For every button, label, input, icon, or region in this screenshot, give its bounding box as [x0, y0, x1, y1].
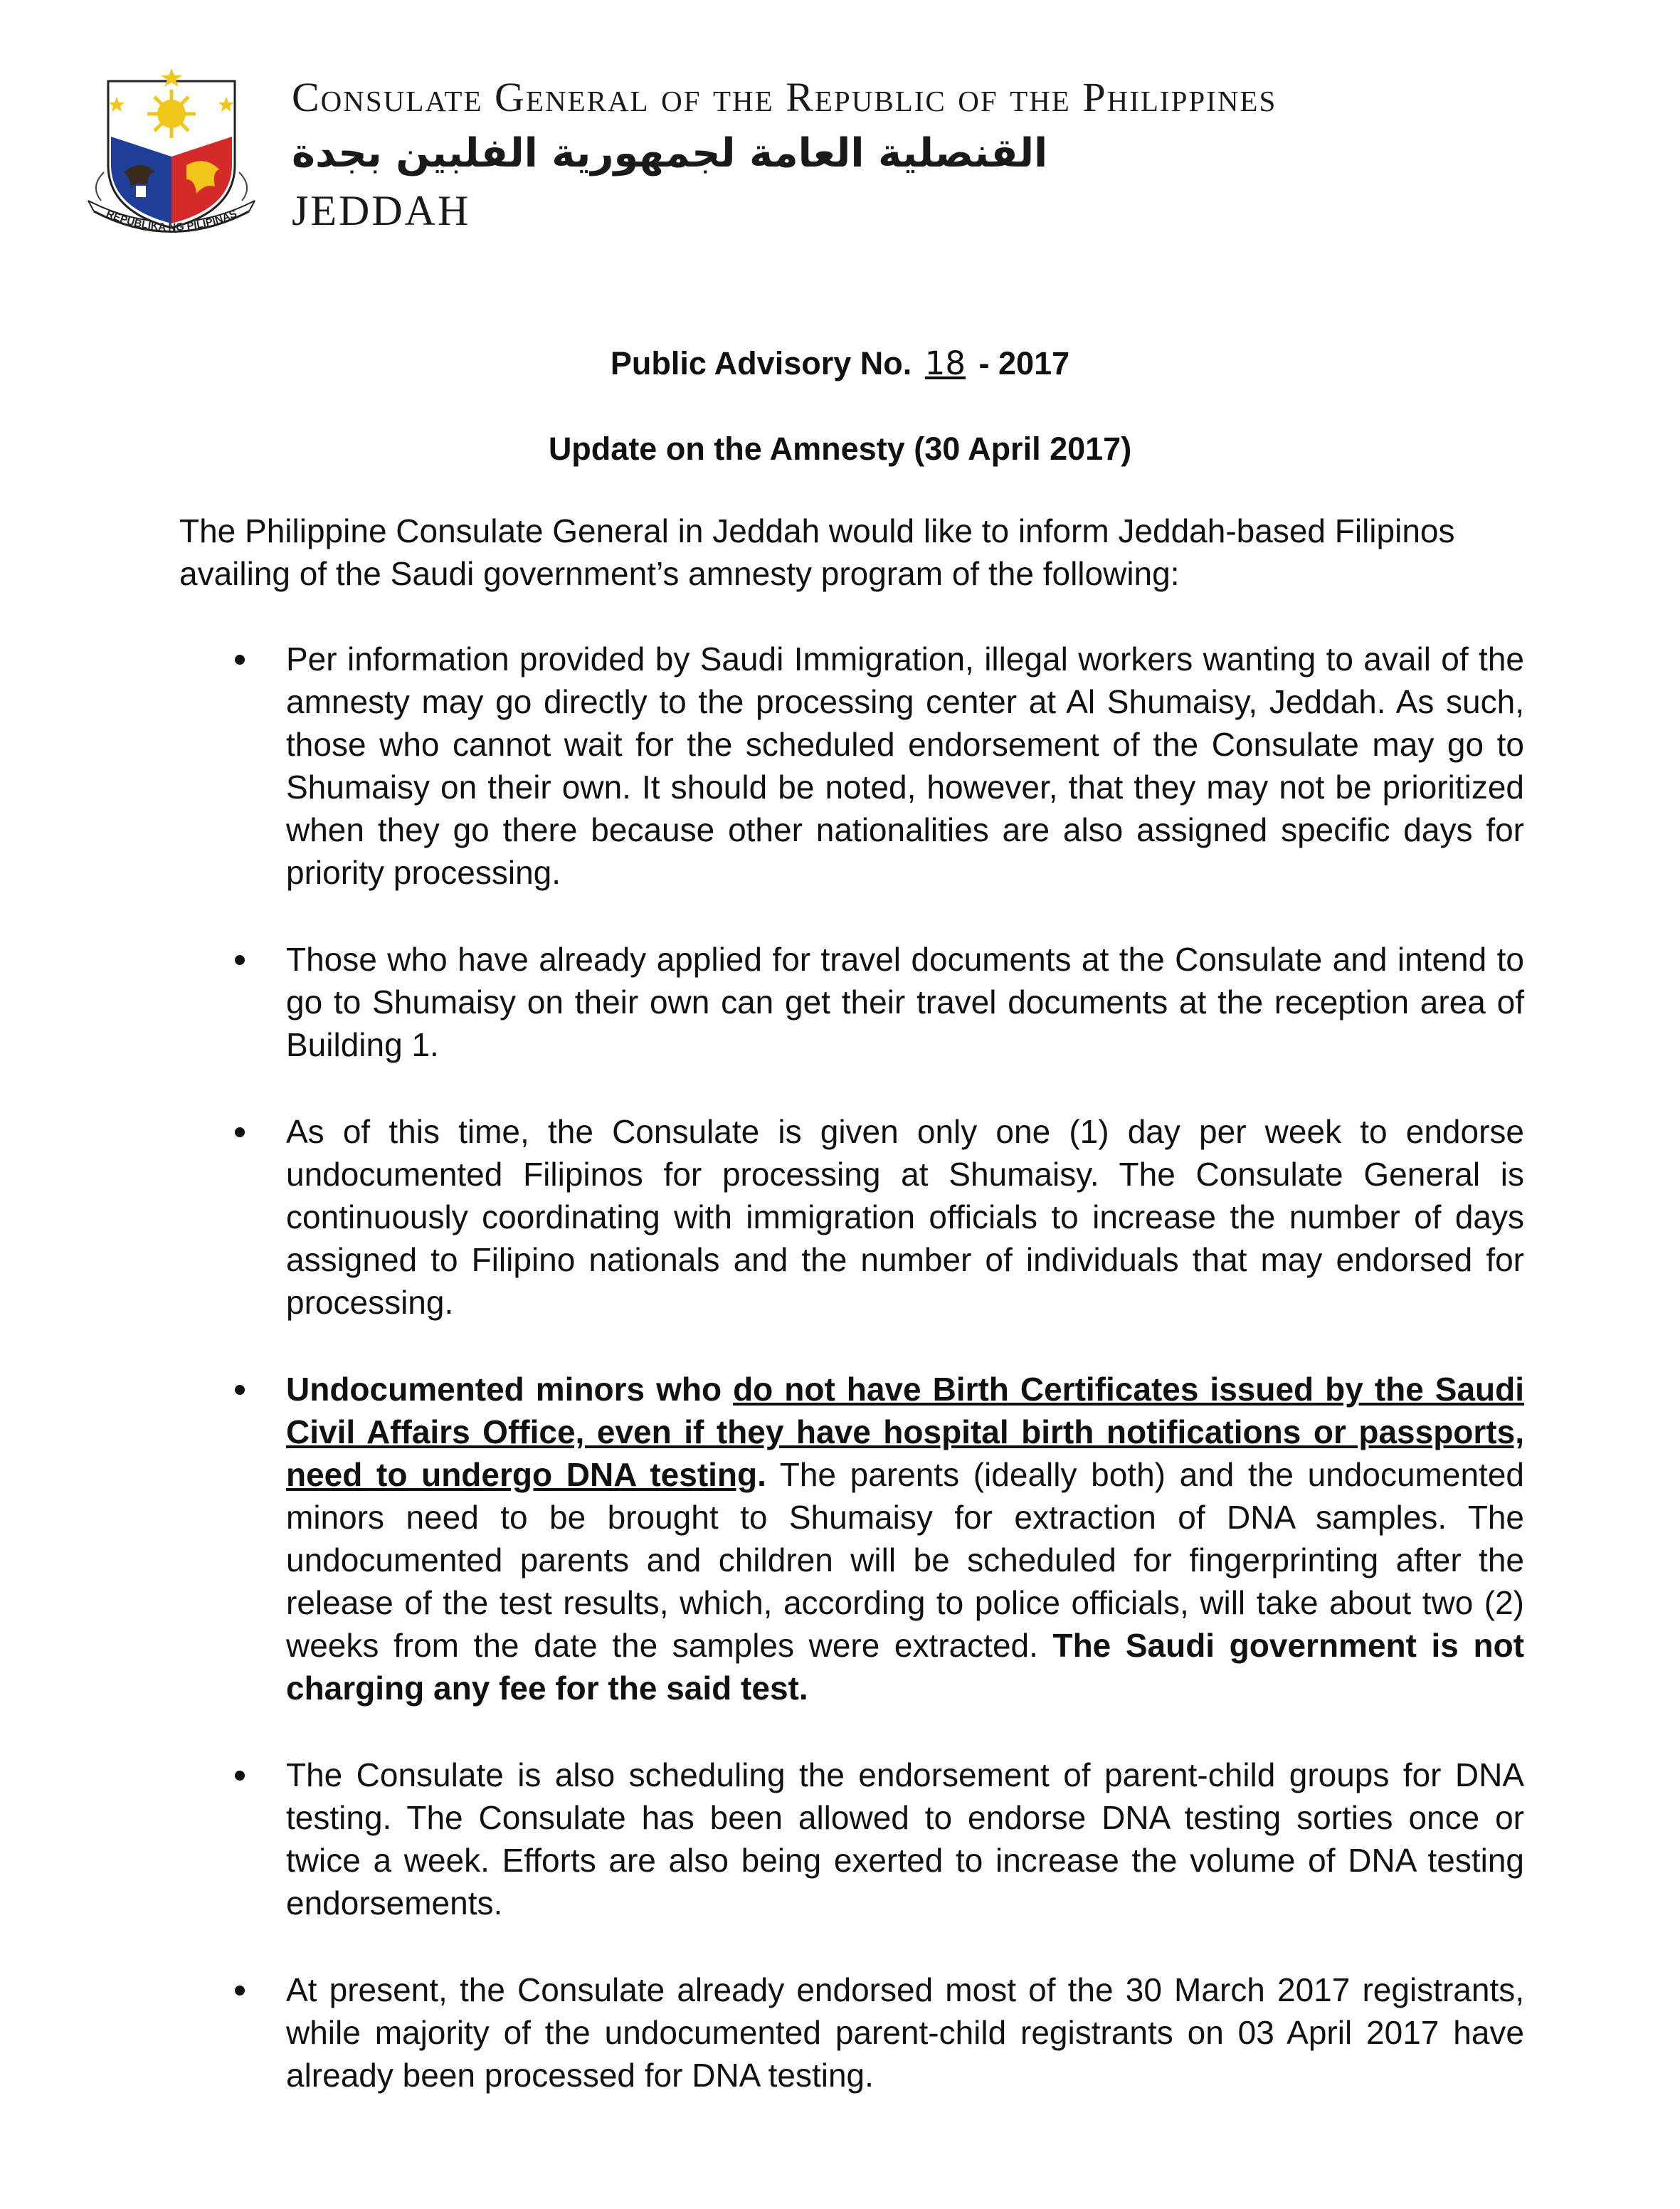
bullet-icon	[235, 1986, 245, 1996]
bullet-text: As of this time, the Consulate is given only one (1) day per week to endorse undocumented Filipinos for processing at Shumaisy. The Consulate General is continuously coordinating with immigration officials to increase the number of days assigned to Filipino nationals and the number of individuals that may endorsed for processing.	[286, 1113, 1524, 1321]
intro-paragraph: The Philippine Consulate General in Jeddah would like to inform Jeddah-based Filipinos availing of the Saudi government’s amnesty program of the following:	[179, 512, 1455, 592]
bullet-text: The Consulate is also scheduling the endorsement of parent-child groups for DNA testing. The Consulate has been allowed to endorse DNA testing sorties once or twice a week. Efforts are also being exerted to increase the volume of DNA testing endorsements.	[286, 1756, 1524, 1921]
list-item	[179, 938, 1524, 1066]
bullet-bold-lead: Undocumented minors who	[286, 1371, 734, 1408]
list-item	[179, 638, 1524, 894]
seal-emblem-icon	[80, 65, 263, 256]
bullet-icon	[235, 1771, 245, 1781]
bullet-text: Per information provided by Saudi Immigration, illegal workers wanting to avail of the amnesty may go directly to the processing center at Al Shumaisy, Jeddah. As such, those who cannot wait for the scheduled endorsement of the Consulate may go to Shumaisy on their own. It should be noted, however, that they may not be prioritized when they go there because other nationalities are also assigned specific days for priority processing.	[286, 640, 1524, 891]
list-item	[179, 1110, 1524, 1324]
advisory-label: Public Advisory No.	[610, 345, 912, 381]
bullet-icon	[235, 1127, 245, 1137]
bullet-icon	[235, 655, 245, 665]
bullet-period: .	[757, 1456, 766, 1493]
advisory-number-heading	[0, 344, 1680, 382]
bullet-text: Those who have already applied for travel documents at the Consulate and intend to go to Shumaisy on their own can get their travel documents at the reception area of Building 1.	[286, 941, 1524, 1063]
bullet-icon	[235, 955, 245, 965]
consulate-title: Consulate General of the Republic of the Philippines	[292, 74, 1277, 120]
seal-band-text: REPUBLIKA NG PILIPINAS	[104, 207, 239, 234]
bullet-body: The parents (ideally both) and the undocumented minors need to be brought to Shumaisy for extraction of DNA samples. The undocumented parents and children will be scheduled for fingerprinting after the release of the test results, which, according to police officials, will take about two (2) weeks from the date the samples were extracted.	[286, 1456, 1524, 1664]
bullet-bold-underlined: do not have Birth Certificates issued by the Saudi Civil Affairs Office, even if they have hospital birth notifications or passports, need to undergo DNA testing	[286, 1371, 1525, 1493]
consulate-city: JEDDAH	[292, 187, 471, 234]
bullet-icon	[235, 1385, 245, 1395]
advisory-bullet-list	[179, 638, 1524, 2141]
list-item	[179, 1368, 1524, 1709]
advisory-subtitle: Update on the Amnesty (30 April 2017)	[548, 431, 1132, 467]
consulate-title-arabic: القنصلية العامة لجمهورية الفلبين بجدة	[292, 130, 1048, 176]
bullet-bold-tail: The Saudi government is not charging any fee for the said test.	[286, 1627, 1524, 1707]
advisory-year: - 2017	[978, 345, 1070, 381]
advisory-number: 18	[924, 344, 966, 382]
list-item	[179, 1968, 1524, 2097]
letterhead	[292, 74, 1629, 234]
philippine-seal-logo	[80, 65, 263, 256]
bullet-text: At present, the Consulate already endorsed most of the 30 March 2017 registrants, while majority of the undocumented parent-child registrants on 03 April 2017 have already been processed for DNA testing.	[286, 1971, 1524, 2094]
list-item	[179, 1754, 1524, 1924]
